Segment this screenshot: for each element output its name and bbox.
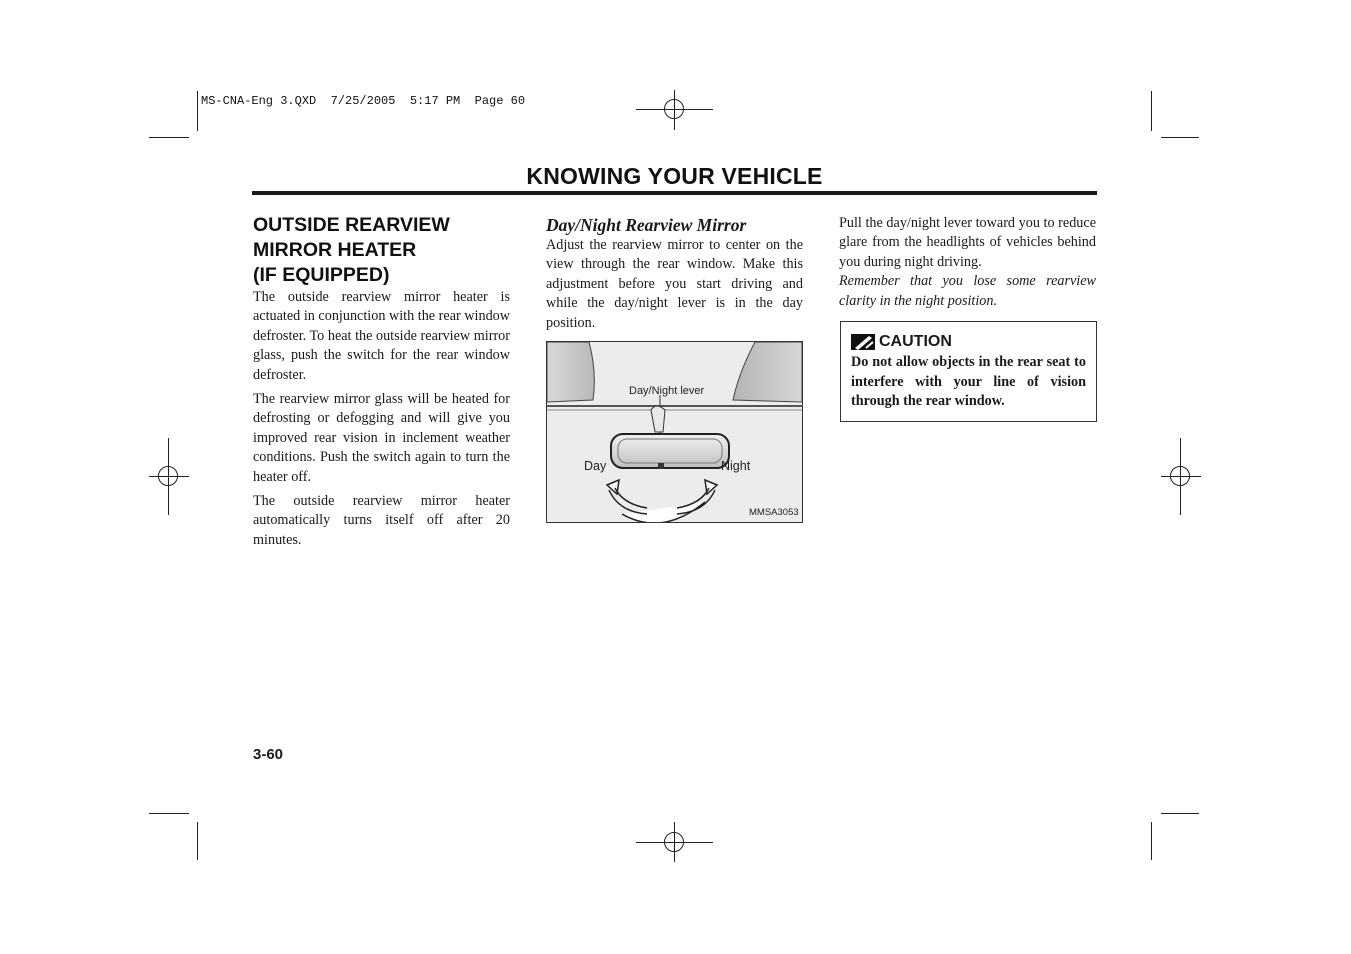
print-slug: MS-CNA-Eng 3.QXD 7/25/2005 5:17 PM Page 60 — [201, 94, 526, 108]
paragraph: The outside rearview mirror heater automatically turns itself off after 20 minutes. — [253, 493, 510, 548]
section-title-line: MIRROR HEATER — [253, 239, 417, 261]
section-title-line: (IF EQUIPPED) — [253, 264, 390, 286]
page-number: 3-60 — [253, 746, 284, 763]
mirror-illustration-graphic — [547, 342, 802, 522]
caution-heading — [851, 332, 1086, 352]
page-header-title: KNOWING YOUR VEHICLE — [526, 163, 823, 189]
paragraph: Pull the day/night lever toward you to reduce glare from the headlights of vehicles behind you during night driving. — [839, 215, 1096, 270]
mirror-illustration — [546, 341, 803, 523]
night-label: Night — [721, 459, 751, 473]
section-title — [253, 213, 510, 288]
lever-label: Day/Night lever — [629, 385, 705, 397]
italic-note: Remember that you lose some rearview clarity in the night position. — [839, 273, 1096, 309]
paragraph: The rearview mirror glass will be heated for defrosting or defogging and will give you improved rear vision in inclement weather conditions. Push the switch again to turn the heater off. — [253, 391, 510, 485]
caution-label: CAUTION — [879, 333, 952, 350]
caution-icon — [851, 334, 875, 350]
paragraph: The outside rearview mirror heater is actuated in conjunction with the rear window defroster. To heat the outside rearview mirror glass, push the switch for the rear window defroster. — [253, 289, 510, 383]
caution-box — [840, 321, 1097, 422]
section-night-position — [839, 214, 1096, 316]
day-label: Day — [584, 459, 607, 473]
figure-code: MMSA3053 — [749, 507, 799, 518]
section-title-line: OUTSIDE REARVIEW — [253, 214, 450, 236]
header-rule — [252, 191, 1097, 195]
section-subtitle: Day/Night Rearview Mirror — [546, 215, 747, 235]
paragraph: Adjust the rearview mirror to center on the view through the rear window. Make this adjustment before you start driving and while the day/night lever is in the day position. — [546, 237, 803, 331]
section-day-night-mirror — [546, 214, 803, 338]
section-outside-mirror-heater — [253, 213, 510, 555]
caution-text: Do not allow objects in the rear seat to interfere with your line of vision through the rear window. — [851, 354, 1086, 409]
